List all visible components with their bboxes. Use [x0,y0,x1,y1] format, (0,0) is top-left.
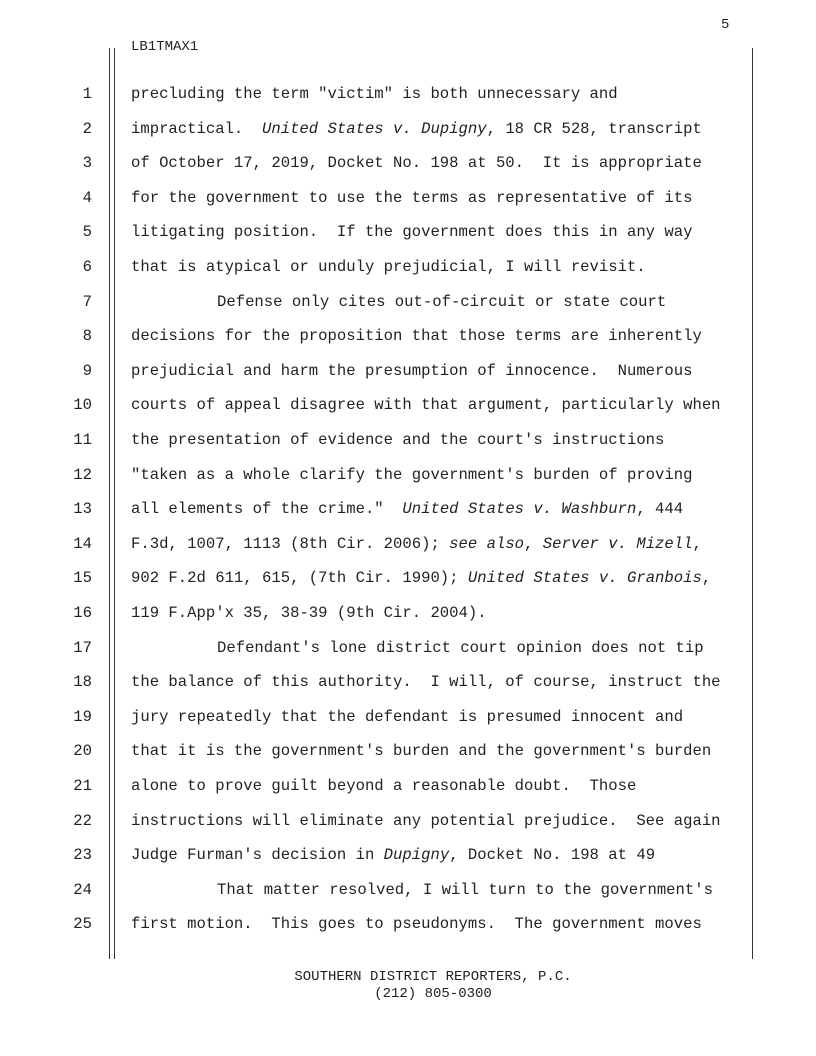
text-segment: litigating position. If the government does this in any way [131,223,693,242]
text-segment: Defendant's lone district court opinion does not tip [217,638,704,657]
case-citation: United States v. Dupigny [262,119,487,138]
line-text [131,395,721,415]
text-segment: that is atypical or unduly prejudicial, I will revisit. [131,258,646,276]
line-text [131,914,702,934]
text-segment: "taken as a whole clarify the government's burden of proving [131,465,693,484]
text-segment: Defense only cites out-of-circuit or state court [217,292,667,311]
line-text [217,638,704,658]
case-citation: see also [449,534,525,553]
line-number: 20 [73,742,92,761]
line-text [131,845,655,865]
line-text [131,465,692,485]
line-number: 17 [73,638,92,657]
line-text [131,672,721,692]
line-number: 25 [73,915,92,934]
line-text [131,776,636,796]
text-segment: 902 F.2d 611, 615, (7th Cir. 1990); [131,569,468,588]
line-text [131,188,692,208]
left-margin-rule-inner [114,48,115,959]
line-text [131,153,702,173]
line-text [131,811,721,831]
line-text [131,430,664,450]
text-segment: Judge Furman's decision in [131,846,384,865]
line-text [217,292,666,312]
left-margin-rule [109,48,110,959]
line-number: 21 [73,777,92,795]
line-text [131,84,618,104]
line-number: 5 [82,223,92,242]
text-segment: precluding the term "victim" is both unnecessary and [131,85,618,103]
text-segment: That matter resolved, I will turn to the government's [217,880,713,899]
line-number: 4 [82,188,92,207]
case-citation: United States v. Granbois [467,569,702,588]
text-segment: , 18 CR 528, transcript [486,119,702,138]
line-text [131,741,711,761]
line-number: 3 [82,154,92,173]
line-text [131,222,692,242]
text-segment: instructions will eliminate any potential prejudice. See again [131,811,721,830]
text-segment: courts of appeal disagree with that argument, particularly when [131,396,721,415]
line-text [131,534,702,554]
case-id: LB1TMAX1 [131,39,199,55]
footer-reporter: SOUTHERN DISTRICT REPORTERS, P.C. [294,969,572,985]
line-number: 14 [73,534,92,553]
line-number: 11 [73,431,92,449]
line-number: 24 [73,880,92,899]
line-number: 8 [82,327,92,346]
footer-phone: (212) 805-0300 [374,986,492,1002]
line-number: 12 [73,465,92,484]
line-text [131,257,646,277]
line-number: 23 [73,846,92,865]
line-text [131,326,702,346]
text-segment: F.3d, 1007, 1113 (8th Cir. 2006); [131,534,450,553]
footer [0,969,816,1003]
text-segment: , Docket No. 198 at 49 [449,846,656,865]
line-text [217,880,713,900]
text-segment: jury repeatedly that the defendant is presumed innocent and [131,707,684,726]
line-number: 2 [82,119,92,138]
line-text [131,603,487,623]
line-text [131,499,683,519]
text-segment: 119 F.App'x 35, 38-39 (9th Cir. 2004). [131,604,487,622]
line-text [131,707,683,727]
text-segment: first motion. This goes to pseudonyms. The government moves [131,915,702,934]
line-number: 6 [82,258,92,276]
right-margin-rule [752,48,753,959]
text-segment: , [524,534,543,553]
line-number: 18 [73,673,92,692]
line-number: 13 [73,500,92,519]
text-segment: decisions for the proposition that those terms are inherently [131,327,702,346]
line-number: 7 [82,292,92,311]
text-segment: , [701,569,712,588]
line-number: 1 [82,85,92,103]
page-number: 5 [721,17,730,33]
text-segment: all elements of the crime." [131,500,403,519]
line-number: 16 [73,604,92,622]
line-text [131,119,702,139]
text-segment: alone to prove guilt beyond a reasonable doubt. Those [131,777,637,795]
line-number: 19 [73,707,92,726]
text-segment: for the government to use the terms as representative of its [131,188,693,207]
line-number: 15 [73,569,92,588]
line-number: 22 [73,811,92,830]
text-segment: that it is the government's burden and the government's burden [131,742,712,761]
text-segment: impractical. [131,119,263,138]
text-segment: the balance of this authority. I will, of course, instruct the [131,673,721,692]
case-citation: United States v. Washburn [402,500,637,519]
line-number: 10 [73,396,92,415]
text-segment: , 444 [636,500,684,519]
text-segment: the presentation of evidence and the court's instructions [131,431,665,449]
case-citation: Dupigny [383,846,450,865]
line-text [131,361,692,381]
text-segment: of October 17, 2019, Docket No. 198 at 50. It is appropriate [131,154,702,173]
text-segment: prejudicial and harm the presumption of innocence. Numerous [131,361,693,380]
text-segment: , [692,534,702,553]
case-citation: Server v. Mizell [542,534,693,553]
line-text [131,568,711,588]
line-number: 9 [82,361,92,380]
